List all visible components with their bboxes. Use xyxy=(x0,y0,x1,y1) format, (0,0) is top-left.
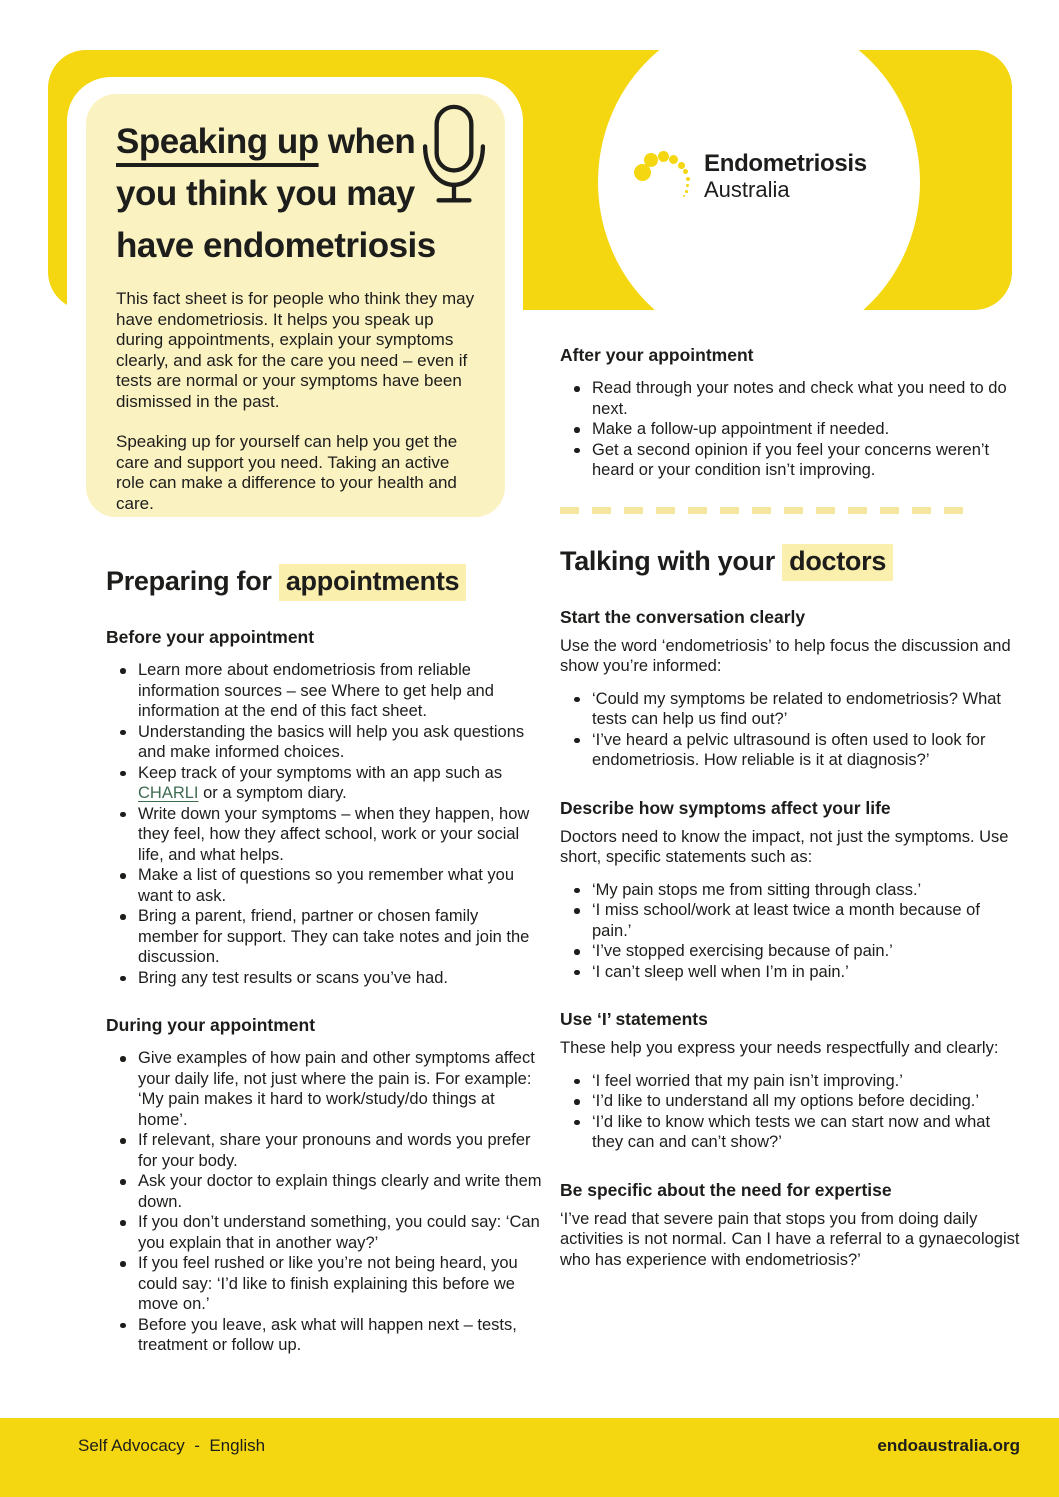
left-column xyxy=(106,562,542,1356)
logo-name: Endometriosis xyxy=(704,150,867,177)
logo-country: Australia xyxy=(704,177,790,202)
list-item: ‘I miss school/work at least twice a month because of pain.’ xyxy=(574,900,1022,941)
list-item-charli: Keep track of your symptoms with an app such as CHARLI or a symptom diary. xyxy=(120,763,542,804)
list-item: Get a second opinion if you feel your concerns weren’t heard or your condition isn’t improving. xyxy=(574,440,1022,481)
list-item: If you feel rushed or like you’re not being heard, you could say: ‘I’d like to finish explaining this before we move on.’ xyxy=(120,1253,542,1315)
subheading-start-conversation: Start the conversation clearly xyxy=(560,606,806,627)
list-item: ‘I can’t sleep well when I’m in pain.’ xyxy=(574,962,1022,983)
list-item: ‘I’d like to understand all my options before deciding.’ xyxy=(574,1091,1022,1112)
page-title-underlined: Speaking up xyxy=(116,122,319,161)
intro-paragraph-1: This fact sheet is for people who think they may have endometriosis. It helps you speak up during appointments, explain your symptoms clearly, and ask for the care you need – even if tests are normal or your symptoms have been dismissed in the past. xyxy=(116,289,475,411)
list-item: Learn more about endometriosis from reliable information sources – see Where to get help and information at the end of this fact sheet. xyxy=(120,660,542,722)
list-item: If relevant, share your pronouns and words you prefer for your body. xyxy=(120,1130,542,1171)
list-item: If you don’t understand something, you could say: ‘Can you explain that in another way?’ xyxy=(120,1212,542,1253)
logo-wordmark xyxy=(704,150,867,202)
endometriosis-australia-logo xyxy=(634,148,926,220)
list-item: ‘My pain stops me from sitting through class.’ xyxy=(574,880,1022,901)
list-item: Before you leave, ask what will happen next – tests, treatment or follow up. xyxy=(120,1315,542,1356)
list-item: ‘I’ve heard a pelvic ultrasound is often used to look for endometriosis. How reliable is it at diagnosis?’ xyxy=(574,730,1022,771)
list-item: ‘I’ve stopped exercising because of pain.’ xyxy=(574,941,1022,962)
list-item: Ask your doctor to explain things clearly and write them down. xyxy=(120,1171,542,1212)
charli-app-link[interactable]: CHARLI xyxy=(138,784,199,802)
subheading-i-statements: Use ‘I’ statements xyxy=(560,1009,708,1029)
list-item: ‘I feel worried that my pain isn’t improving.’ xyxy=(574,1071,1022,1092)
list-item: Give examples of how pain and other symptoms affect your daily life, not just where the pain is. For example: ‘My pain makes it hard to work/study/do things at home’. xyxy=(120,1048,542,1130)
section-intro: These help you express your needs respectfully and clearly: xyxy=(560,1039,999,1057)
section-heading-preparing: Preparing for appointments xyxy=(106,562,542,600)
list-item: Make a list of questions so you remember what you want to ask. xyxy=(120,865,542,906)
before-appointment-list xyxy=(106,660,542,988)
subheading-during-appointment: During your appointment xyxy=(106,1015,316,1035)
footer-website-url: endoaustralia.org xyxy=(877,1436,1020,1455)
during-appointment-list xyxy=(106,1048,542,1356)
list-item: Understanding the basics will help you ask questions and make informed choices. xyxy=(120,722,542,763)
section-intro: Doctors need to know the impact, not just the symptoms. Use short, specific statements such as: xyxy=(560,827,1009,866)
title-card xyxy=(86,94,505,517)
list-item: Read through your notes and check what you need to do next. xyxy=(574,378,1022,419)
describe-symptoms-list xyxy=(560,880,1022,983)
list-item: ‘Could my symptoms be related to endometriosis? What tests can help us find out?’ xyxy=(574,689,1022,730)
list-item: Write down your symptoms – when they happen, how they feel, how they affect school, work or your social life, and what helps. xyxy=(120,804,542,866)
section-intro: ‘I’ve read that severe pain that stops you from doing daily activities is not normal. Can I have a referral to a gynaecologist who has experience with endometriosis?’ xyxy=(560,1209,1020,1269)
list-item: ‘I’d like to know which tests we can start now and what they can and can’t show?’ xyxy=(574,1112,1022,1153)
footer-band xyxy=(0,1418,1059,1497)
subheading-describe-symptoms: Describe how symptoms affect your life xyxy=(560,797,891,818)
section-heading-talking: Talking with your doctors xyxy=(560,542,1022,580)
dashed-divider xyxy=(560,507,966,514)
after-appointment-list xyxy=(560,378,1022,481)
section-intro: Use the word ‘endometriosis’ to help focus the discussion and show you’re informed: xyxy=(560,636,1011,675)
heading-highlight-appointments: appointments xyxy=(279,564,466,601)
i-statements-list xyxy=(560,1071,1022,1153)
subheading-after-appointment: After your appointment xyxy=(560,345,754,365)
footer-topic-language: Self Advocacy - English xyxy=(78,1436,266,1455)
list-item: Make a follow-up appointment if needed. xyxy=(574,419,1022,440)
intro-paragraph-2: Speaking up for yourself can help you get the care and support you need. Taking an active role can make a difference to your health and care. xyxy=(116,432,458,513)
microphone-icon xyxy=(423,104,485,213)
page-title: Speaking up when you think you may have endometriosis xyxy=(116,122,436,265)
right-column xyxy=(560,344,1022,1270)
subheading-before-appointment: Before your appointment xyxy=(106,627,315,647)
heading-highlight-doctors: doctors xyxy=(782,544,893,581)
list-item: Bring a parent, friend, partner or chosen family member for support. They can take notes and join the discussion. xyxy=(120,906,542,968)
start-conversation-list xyxy=(560,689,1022,771)
subheading-need-for-expertise: Be specific about the need for expertise xyxy=(560,1179,892,1200)
list-item: Bring any test results or scans you’ve had. xyxy=(120,968,542,989)
